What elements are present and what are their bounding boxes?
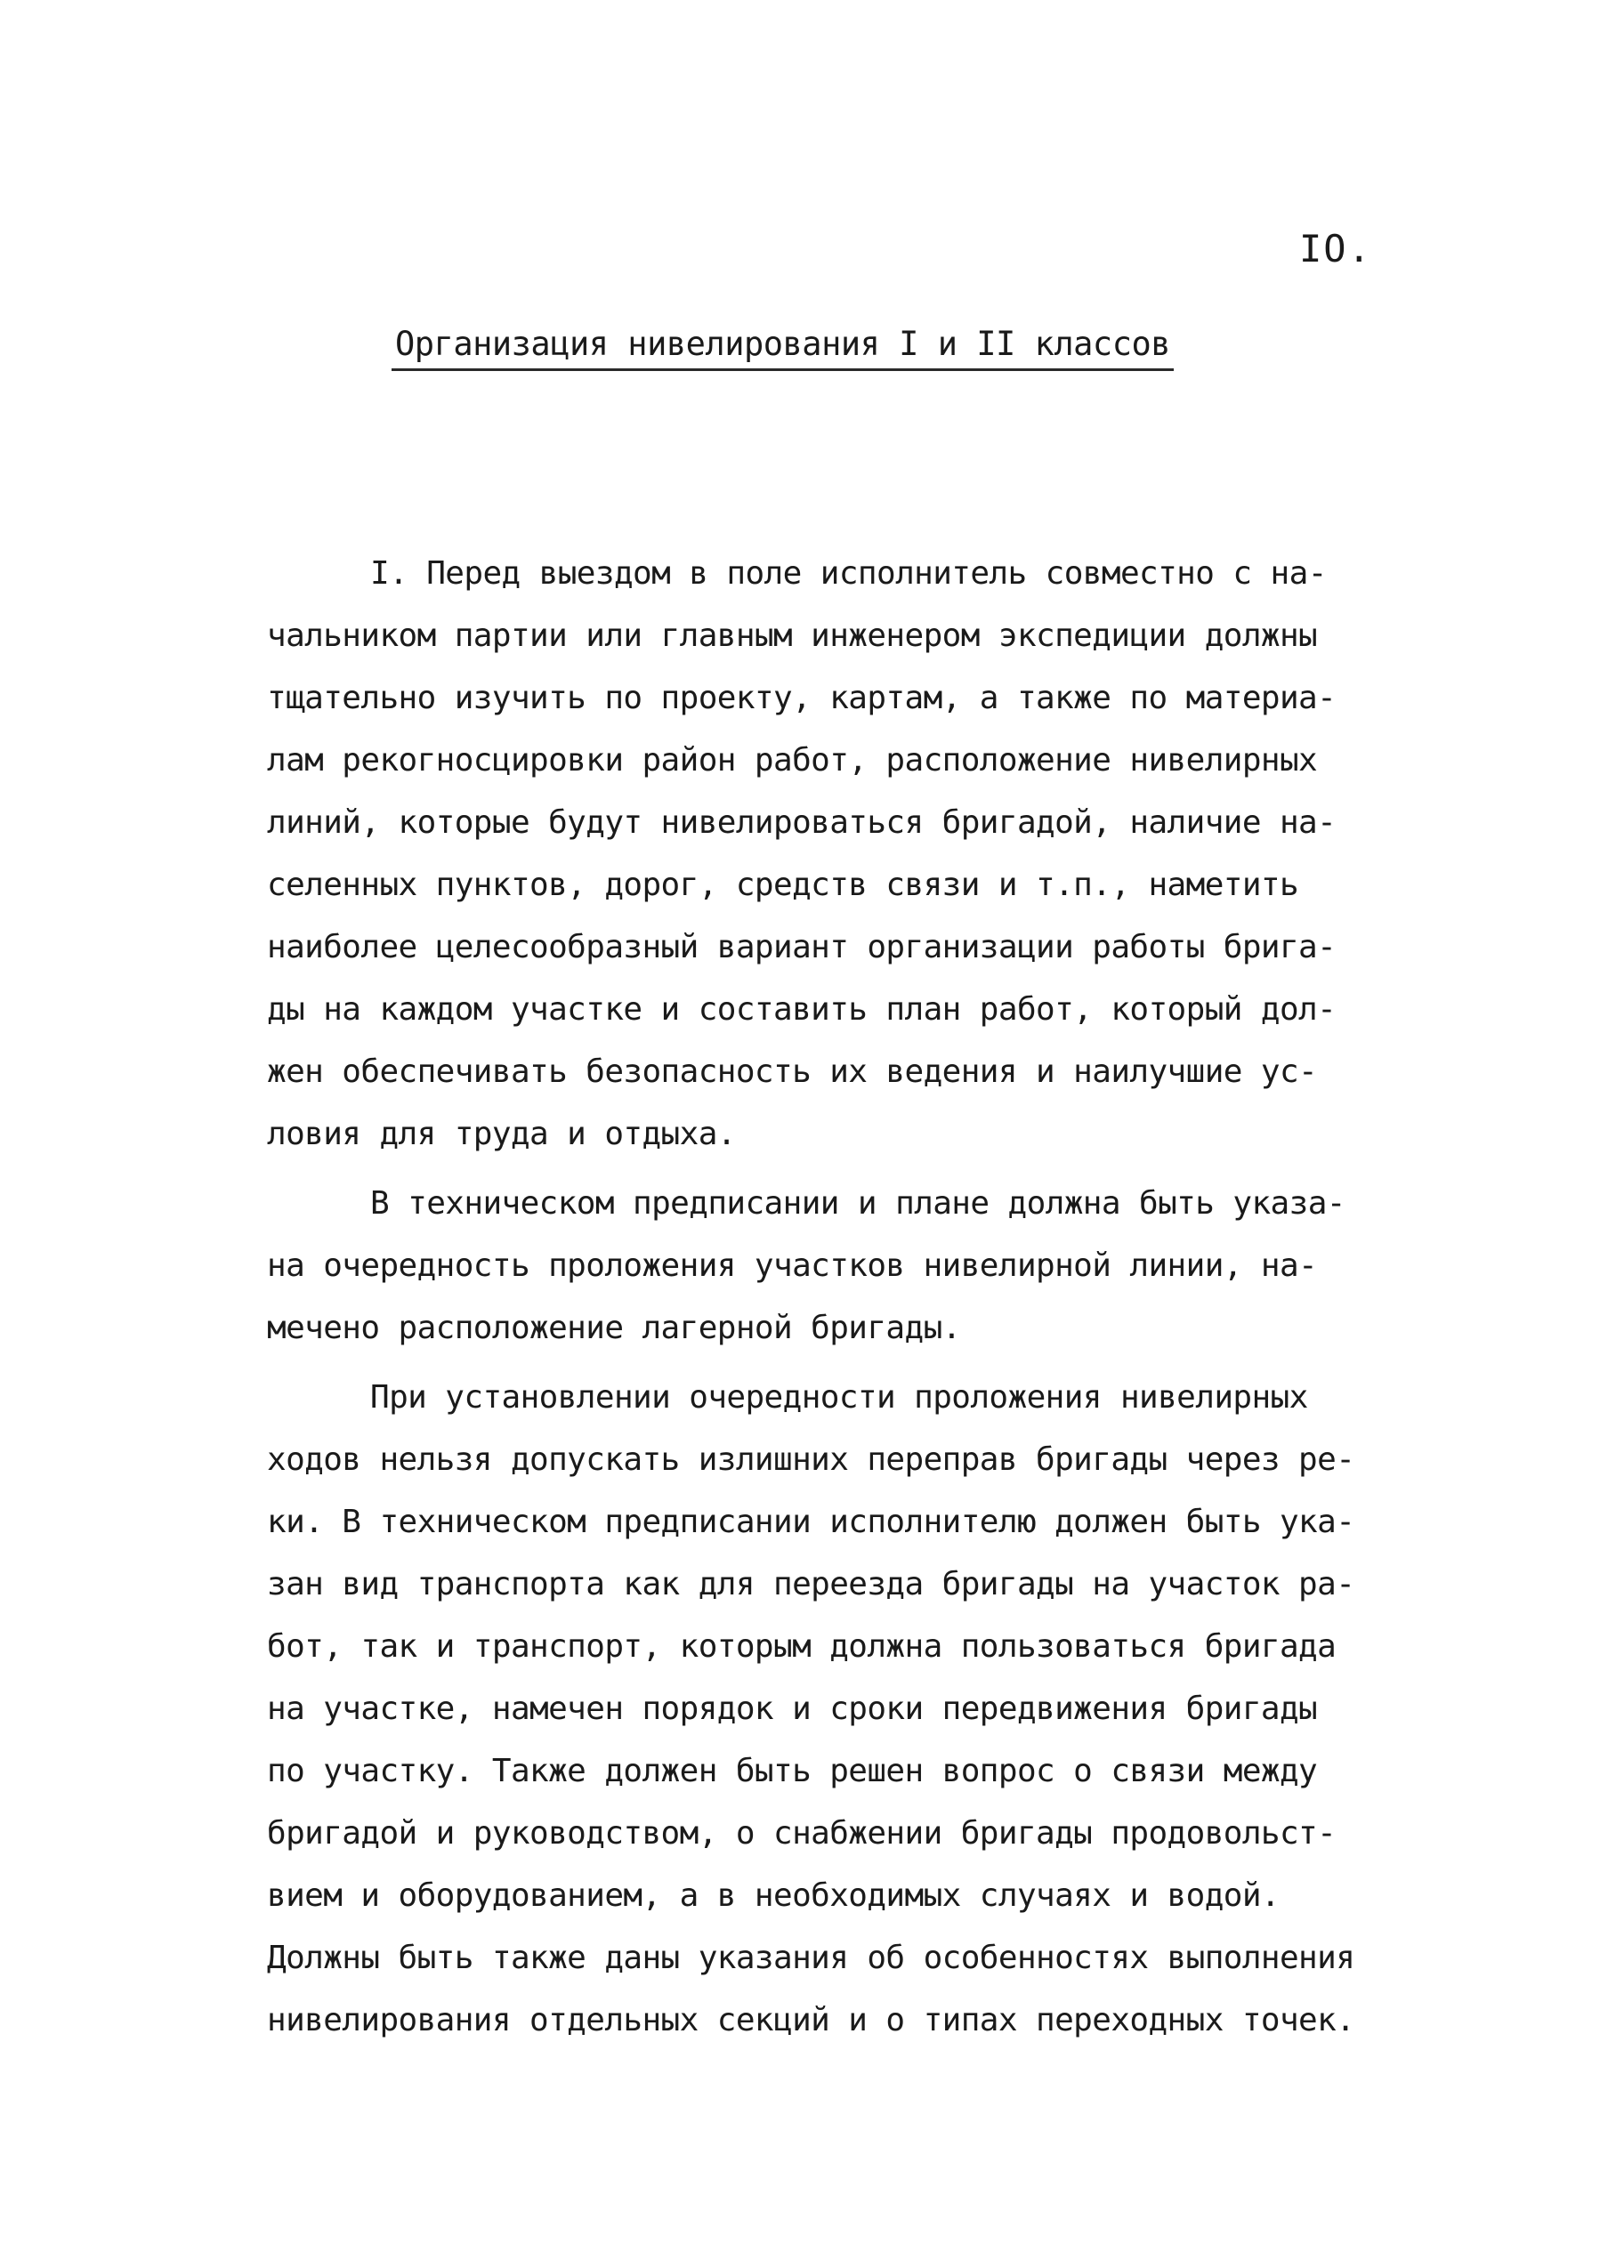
text-line: лам рекогносцировки район работ, расположение нивелирных <box>267 742 1318 779</box>
text-line: мечено расположение лагерной бригады. <box>267 1310 961 1346</box>
text-line: При установлении очередности проложения нивелирных <box>370 1379 1308 1416</box>
text-line: линий, которые будут нивелироваться бригадой, наличие на- <box>267 804 1337 841</box>
text-line: В техническом предписании и плане должна быть указа- <box>370 1185 1345 1222</box>
text-line: ходов нельзя допускать излишних переправ бригады через ре- <box>267 1441 1355 1478</box>
page-heading: Организация нивелирования I и II классов <box>392 325 1174 371</box>
text-line: зан вид транспорта как для переезда бригады на участок ра- <box>267 1566 1355 1602</box>
text-line: селенных пунктов, дорог, средств связи и т.п., наметить <box>267 867 1299 903</box>
text-line: на участке, намечен порядок и сроки передвижения бригады <box>267 1691 1318 1727</box>
text-line: ловия для труда и отдыха. <box>267 1116 736 1152</box>
text-line: Должны быть также даны указания об особенностях выполнения <box>267 1940 1355 1976</box>
text-line: по участку. Также должен быть решен вопрос о связи между <box>267 1753 1318 1789</box>
text-line: наиболее целесообразный вариант организации работы брига- <box>267 929 1337 965</box>
body-text <box>267 543 1388 2052</box>
text-line: бот, так и транспорт, которым должна пользоваться бригада <box>267 1628 1337 1665</box>
paragraph-3 <box>267 1367 1388 2052</box>
paragraph-1 <box>267 543 1388 1166</box>
text-line: на очередность проложения участков нивелирной линии, на- <box>267 1247 1318 1284</box>
text-line: тщательно изучить по проекту, картам, а также по материа- <box>267 680 1337 716</box>
paragraph-2 <box>267 1173 1388 1360</box>
text-line: бригадой и руководством, о снабжении бригады продовольст- <box>267 1815 1337 1852</box>
text-line: нивелирования отдельных секций и о типах переходных точек. <box>267 2002 1355 2038</box>
text-line: чальником партии или главным инженером экспедиции должны <box>267 617 1318 654</box>
text-line: I. Перед выездом в поле исполнитель совместно с на- <box>370 555 1327 592</box>
text-line: жен обеспечивать безопасность их ведения и наилучшие ус- <box>267 1053 1318 1090</box>
text-line: ки. В техническом предписании исполнителю должен быть ука- <box>267 1504 1355 1540</box>
page-number: IO. <box>1299 227 1372 270</box>
text-line: ды на каждом участке и составить план работ, который дол- <box>267 991 1337 1028</box>
text-line: вием и оборудованием, а в необходимых случаях и водой. <box>267 1877 1280 1914</box>
